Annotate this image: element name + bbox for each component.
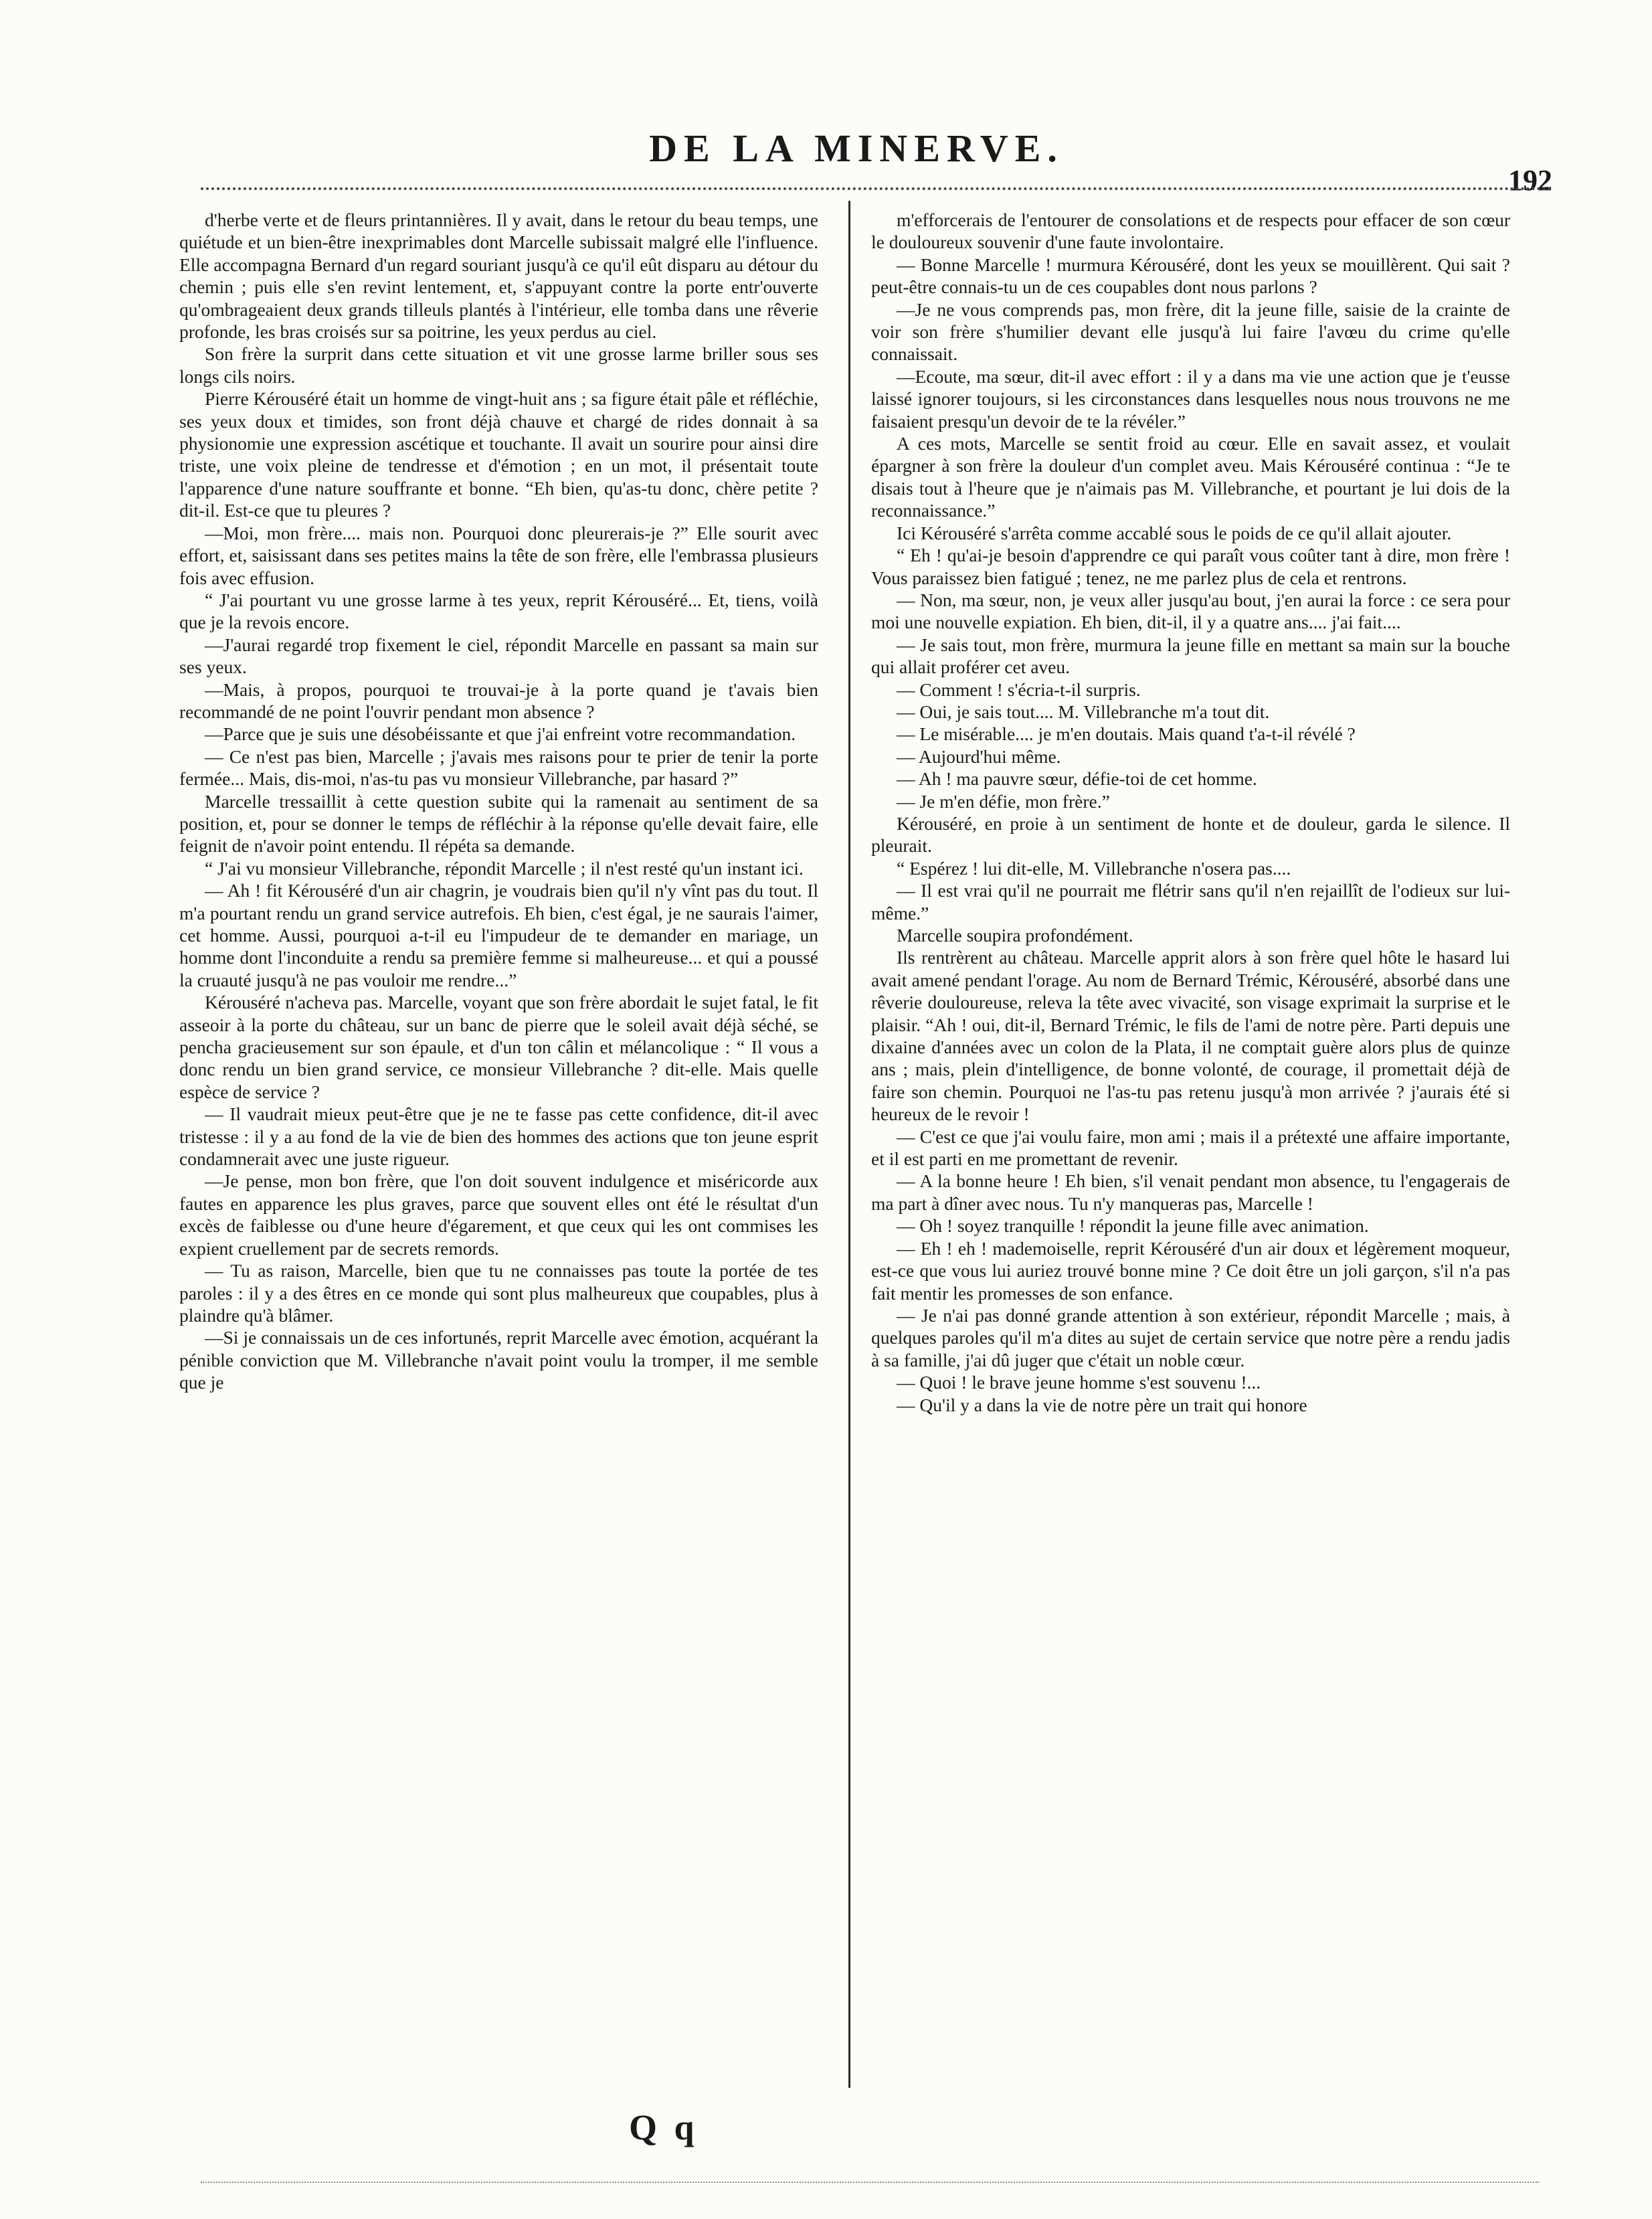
left-column xyxy=(179,209,818,1394)
paragraph: Marcelle soupira profondément. xyxy=(897,925,1133,946)
paragraph: A ces mots, Marcelle se sentit froid au cœur. Elle en savait assez, et voulait épargner à son frère la douleur d'un complet aveu. Mais Kérouséré continua : “Je te disais tout à l'heure que je n'aimais pas M. Villebranche, et pourtant je lui dois de la reconnaissance.” xyxy=(871,433,1510,521)
paragraph: “ Espérez ! lui dit-elle, M. Villebranche n'osera pas.... xyxy=(897,857,1291,879)
paragraph: Pierre Kérouséré était un homme de vingt-huit ans ; sa figure était pâle et réfléchie, ses yeux doux et timides, son front déjà chauve et chargé de rides donnait à sa physionomie une expression ascétique et touchante. Il avait un sourire pour ainsi dire triste, une voix pleine de tendresse et d'émotion ; en un mot, il présentait toute l'apparence d'une nature souffrante et bonne. “Eh bien, qu'as-tu donc, chère petite ? dit-il. Est-ce que tu pleures ? xyxy=(179,388,818,521)
paragraph: Ils rentrèrent au château. Marcelle apprit alors à son frère quel hôte le hasard lui avait amené pendant l'orage. Au nom de Bernard Trémic, Kérouséré, absorbé dans une rêverie douloureuse, releva la tête avec vivacité, son visage exprimait la surprise et le plaisir. “Ah ! oui, dit-il, Bernard Trémic, le fils de l'ami de notre père. Parti depuis une dixaine d'années avec un colon de la Plata, il ne comptait guère alors plus de quinze ans ; mais, plein d'intelligence, de bonne volonté, de courage, il promettait déjà de faire son chemin. Pourquoi ne l'as-tu pas retenu jusqu'à mon arrivée ? j'aurais été si heureux de le revoir ! xyxy=(871,947,1510,1125)
paragraph: —Si je connaissais un de ces infortunés, reprit Marcelle avec émotion, acquérant la pénible conviction que M. Villebranche n'avait point voulu la tromper, il me semble que je xyxy=(179,1327,818,1393)
paragraph: d'herbe verte et de fleurs printannières. Il y avait, dans le retour du beau temps, une quiétude et un bien-être inexprimables dont Marcelle subissait malgré elle l'influence. Elle accompagna Bernard d'un regard souriant jusqu'à ce qu'il eût disparu au détour du chemin ; puis elle s'en revint lentement, et, s'appuyant contre la porte entr'ouverte qu'ombrageaient deux grands tilleuls plantés à l'intérieur, elle tomba dans une rêverie profonde, les bras croisés sur sa poitrine, les yeux perdus au ciel. xyxy=(179,209,818,343)
right-column xyxy=(871,209,1510,1416)
paragraph: — A la bonne heure ! Eh bien, s'il venait pendant mon absence, tu l'engagerais de ma part à dîner avec nous. Tu n'y manqueras pas, Marcelle ! xyxy=(871,1170,1510,1214)
paragraph: — Je sais tout, mon frère, murmura la jeune fille en mettant sa main sur la bouche qui allait proférer cet aveu. xyxy=(871,634,1510,678)
paragraph: — Je m'en défie, mon frère.” xyxy=(897,790,1110,812)
paragraph: —Ecoute, ma sœur, dit-il avec effort : il y a dans ma vie une action que je t'eusse laissé ignorer toujours, si les circonstances dans lesquelles nous nous trouvons ne me faisaient presqu'un devoir de te la révéler.” xyxy=(871,365,1510,432)
paragraph: — Qu'il y a dans la vie de notre père un trait qui honore xyxy=(897,1394,1307,1415)
paragraph: m'efforcerais de l'entourer de consolations et de respects pour effacer de son cœur le douloureux souvenir d'une faute involontaire. xyxy=(871,209,1510,253)
paragraph: Kérouséré n'acheva pas. Marcelle, voyant que son frère abordait le sujet fatal, le fit asseoir à la porte du château, sur un banc de pierre que le soleil avait déjà séché, se pencha gracieusement sur son épaule, et d'un ton câlin et mélancolique : “ Il vous a donc rendu un bien grand service, ce monsieur Villebranche ? dit-elle. Mais quelle espèce de service ? xyxy=(179,992,818,1102)
paragraph: Son frère la surprit dans cette situation et vit une grosse larme briller sous ses longs cils noirs. xyxy=(179,343,818,387)
paragraph: “ J'ai vu monsieur Villebranche, répondit Marcelle ; il n'est resté qu'un instant ici. xyxy=(205,857,804,879)
paragraph: — Ce n'est pas bien, Marcelle ; j'avais mes raisons pour te prier de tenir la porte fermée... Mais, dis-moi, n'as-tu pas vu monsieur Villebranche, par hasard ?” xyxy=(179,745,818,790)
paragraph: “ J'ai pourtant vu une grosse larme à tes yeux, reprit Kérouséré... Et, tiens, voilà que je la revois encore. xyxy=(179,589,818,633)
column-divider xyxy=(848,201,850,2088)
paragraph: —Je pense, mon bon frère, que l'on doit souvent indulgence et miséricorde aux fautes en apparence les plus graves, parce que souvent elles ont été le résultat d'un excès de faiblesse ou d'une heure d'égarement, et que ceux qui les ont commises les expient cruellement par de secrets remords. xyxy=(179,1170,818,1259)
paragraph: — Il est vrai qu'il ne pourrait me flétrir sans qu'il n'en rejaillît de l'odieux sur lui-même.” xyxy=(871,880,1510,923)
header-rule xyxy=(201,187,1552,190)
paragraph: —Mais, à propos, pourquoi te trouvai-je à la porte quand je t'avais bien recommandé de ne point l'ouvrir pendant mon absence ? xyxy=(179,679,818,722)
paragraph: — Comment ! s'écria-t-il surpris. xyxy=(897,679,1141,700)
paragraph: — Ah ! ma pauvre sœur, défie-toi de cet homme. xyxy=(897,768,1257,790)
paragraph: —Moi, mon frère.... mais non. Pourquoi donc pleurerais-je ?” Elle sourit avec effort, et, saisissant dans ses petites mains la tête de son frère, elle l'embrassa plusieurs fois avec effusion. xyxy=(179,522,818,588)
paragraph: — Quoi ! le brave jeune homme s'est souvenu !... xyxy=(897,1372,1261,1393)
paragraph: —Parce que je suis une désobéissante et que j'ai enfreint votre recommandation. xyxy=(205,723,796,745)
paragraph: Marcelle tressaillit à cette question subite qui la ramenait au sentiment de sa position, et, pour se donner le temps de réfléchir à la réponse qu'elle devait faire, elle feignit de n'avoir point entendu. Il répéta sa demande. xyxy=(179,790,818,857)
page-header xyxy=(201,126,1552,197)
paragraph: — Eh ! eh ! mademoiselle, reprit Kérouséré d'un air doux et légèrement moqueur, est-ce que vous lui auriez trouvé bonne mine ? Ce doit être un joli garçon, s'il n'a pas fait mentir les promesses de son enfance. xyxy=(871,1237,1510,1304)
paragraph: — Bonne Marcelle ! murmura Kérouséré, dont les yeux se mouillèrent. Qui sait ? peut-être connais-tu un de ces coupables dont nous parlons ? xyxy=(871,254,1510,298)
paragraph: — Je n'ai pas donné grande attention à son extérieur, répondit Marcelle ; mais, à quelques paroles qu'il m'a dites au sujet de certain service que notre père a rendu jadis à sa famille, j'ai dû juger que c'était un noble cœur. xyxy=(871,1304,1510,1370)
paragraph: — Ah ! fit Kérouséré d'un air chagrin, je voudrais bien qu'il n'y vînt pas du tout. Il m'a pourtant rendu un grand service autrefois. Eh bien, c'est égal, je ne saurais l'aimer, cet homme. Aussi, pourquoi a-t-il eu l'impudeur de te demander en mariage, un homme dont l'inconduite a rendu sa première femme si malheureuse... et qui a poussé la cruauté jusqu'à ne pas vouloir me rendre...” xyxy=(179,880,818,990)
paragraph: Kérouséré, en proie à un sentiment de honte et de douleur, garda le silence. Il pleurait. xyxy=(871,812,1510,857)
paragraph: — Aujourd'hui même. xyxy=(897,745,1061,767)
signature-mark: Q q xyxy=(629,2107,699,2147)
page-number: 192 xyxy=(1508,164,1552,197)
paragraph: — Oh ! soyez tranquille ! répondit la jeune fille avec animation. xyxy=(897,1215,1369,1237)
paragraph: — C'est ce que j'ai voulu faire, mon ami ; mais il a prétexté une affaire importante, et il est parti en me promettant de revenir. xyxy=(871,1126,1510,1170)
footer-rule xyxy=(201,2182,1539,2183)
paragraph: —J'aurai regardé trop fixement le ciel, répondit Marcelle en passant sa main sur ses yeux. xyxy=(179,634,818,678)
paragraph: — Le misérable.... je m'en doutais. Mais quand t'a-t-il révélé ? xyxy=(897,723,1356,745)
paragraph: — Il vaudrait mieux peut-être que je ne te fasse pas cette confidence, dit-il avec tristesse : il y a au fond de la vie de bien des hommes des actions que ton jeune esprit condamnerait avec une juste rigueur. xyxy=(179,1103,818,1170)
paragraph: —Je ne vous comprends pas, mon frère, dit la jeune fille, saisie de la crainte de voir son frère s'humilier devant elle jusqu'à lui faire l'avœu du crime qu'elle connaissait. xyxy=(871,298,1510,365)
paragraph: — Non, ma sœur, non, je veux aller jusqu'au bout, j'en aurai la force : ce sera pour moi une nouvelle expiation. Eh bien, dit-il, il y a quatre ans.... j'ai fait.... xyxy=(871,589,1510,633)
paragraph: “ Eh ! qu'ai-je besoin d'apprendre ce qui paraît vous coûter tant à dire, mon frère ! Vous paraissez bien fatigué ; tenez, ne me parlez plus de cela et rentrons. xyxy=(871,545,1510,588)
paragraph: — Oui, je sais tout.... M. Villebranche m'a tout dit. xyxy=(897,701,1270,722)
paragraph: — Tu as raison, Marcelle, bien que tu ne connaisses pas toute la portée de tes paroles : il y a des êtres en ce monde qui sont plus malheureux que coupables, plus à plaindre qu'à blâmer. xyxy=(179,1260,818,1326)
paragraph: Ici Kérouséré s'arrêta comme accablé sous le poids de ce qu'il allait ajouter. xyxy=(897,522,1452,543)
running-title: DE LA MINERVE. xyxy=(649,126,1064,170)
